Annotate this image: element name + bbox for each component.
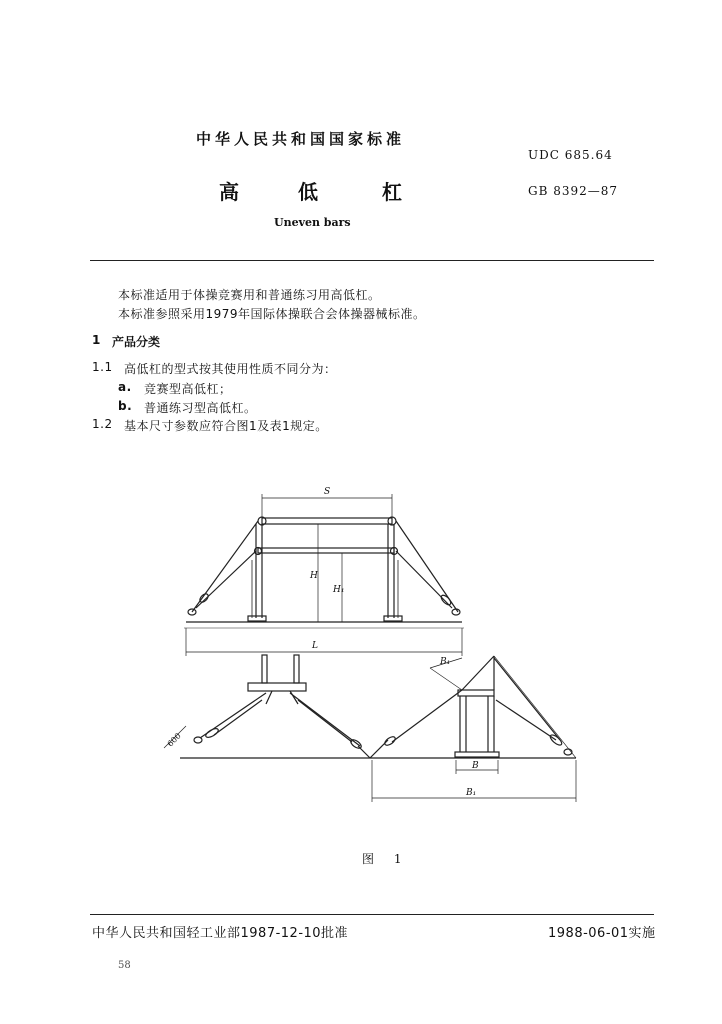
label-b: B: [472, 761, 479, 771]
item-a-label: a.: [118, 380, 132, 394]
udc-code: UDC 685.64: [528, 148, 613, 162]
section-1-1-number: 1.1: [92, 360, 113, 374]
section-1-1-text: 高低杠的型式按其使用性质不同分为：: [124, 362, 337, 376]
section-1-2-number: 1.2: [92, 417, 113, 431]
low-bar-rail: [258, 548, 394, 553]
label-h1: H₁: [333, 585, 345, 595]
approval-line: 中华人民共和国轻工业部1987-12-10批准: [92, 926, 349, 941]
section-1-2-text: 基本尺寸参数应符合图1及表1规定。: [124, 419, 328, 433]
item-a-text: 竞赛型高低杠；: [144, 382, 232, 396]
high-bar-rail: [262, 518, 392, 524]
title-char-1: 高: [219, 180, 239, 204]
section-1-title: 产品分类: [112, 335, 161, 349]
item-b-text: 普通练习型高低杠。: [144, 401, 257, 415]
label-b1-top: B₁: [440, 657, 451, 667]
footer-divider: [90, 914, 654, 915]
header-divider: [90, 260, 654, 261]
standard-org-title: 中华人民共和国国家标准: [196, 130, 406, 148]
side-view-bar-head: [248, 683, 306, 691]
label-s: S: [324, 487, 331, 497]
uneven-bars-figure: [0, 470, 722, 840]
intro-line-1: 本标准适用于体操竞赛用和普通练习用高低杠。: [118, 288, 381, 302]
title-char-3: 杠: [382, 180, 402, 204]
label-600: 600: [165, 731, 183, 749]
title-char-2: 低: [298, 180, 318, 204]
label-b1-bottom: B₁: [466, 788, 477, 798]
effective-date: 1988-06-01实施: [548, 926, 656, 941]
item-b-label: b.: [118, 399, 133, 413]
page-number: 58: [118, 960, 131, 971]
label-l: L: [312, 641, 318, 651]
intro-line-2: 本标准参照采用1979年国际体操联合会体操器械标准。: [118, 307, 426, 321]
gb-code: GB 8392—87: [528, 184, 619, 198]
label-h: H: [310, 571, 318, 581]
section-1-number: 1: [92, 333, 101, 347]
figure-caption: 图 1: [362, 852, 410, 866]
english-subtitle: Uneven bars: [274, 216, 351, 229]
